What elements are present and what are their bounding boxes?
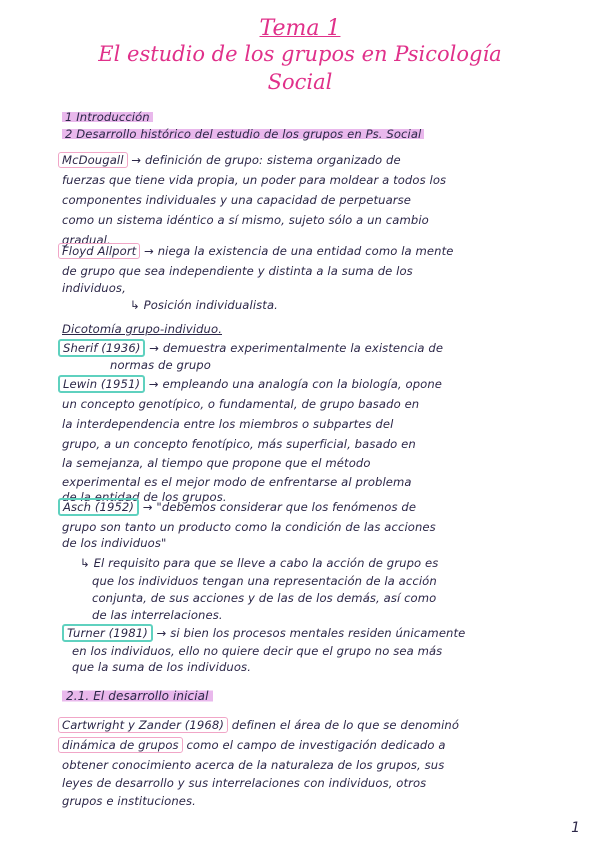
- asch-line-5: que los individuos tengan una representación de la acción: [92, 574, 437, 588]
- author-turner: Turner (1981): [62, 624, 153, 642]
- lewin-line-3: la interdependencia entre los miembros o subpartes del: [62, 417, 394, 431]
- section-desarrollo-label: 2.1. El desarrollo inicial: [62, 689, 213, 703]
- page-number: 1: [571, 820, 580, 836]
- asch-text-1: → "debemos considerar que los fenómenos de: [142, 500, 417, 514]
- cartwright-text-1: definen el área de lo que se denominó: [231, 718, 460, 732]
- cartwright-line-3: obtener conocimiento acerca de la naturaleza de los grupos, sus: [62, 758, 445, 772]
- section-intro-label: 1 Introducción: [62, 110, 153, 124]
- cartwright-line-1: [58, 718, 459, 732]
- author-lewin: Lewin (1951): [58, 375, 145, 393]
- section-historico-label: 2 Desarrollo histórico del estudio de los grupos en Ps. Social: [62, 127, 424, 141]
- asch-line-6: conjunta, de sus acciones y de las de los demás, así como: [92, 591, 437, 605]
- lewin-line-5: la semejanza, al tiempo que propone que el método: [62, 456, 371, 470]
- section-historico: [62, 127, 424, 141]
- turner-line-2: en los individuos, ello no quiere decir que el grupo no sea más: [72, 644, 443, 658]
- author-asch: Asch (1952): [58, 498, 139, 516]
- mcdougall-text-1: → definición de grupo: sistema organizado de: [131, 153, 401, 167]
- asch-line-3: de los individuos": [62, 536, 167, 550]
- allport-line-4: ↳ Posición individualista.: [130, 298, 278, 312]
- turner-line-1: [62, 626, 465, 640]
- mcdougall-line-5: gradual.: [62, 233, 111, 247]
- cartwright-text-2: como el campo de investigación dedicado a: [186, 738, 446, 752]
- lewin-line-1: [58, 377, 442, 391]
- allport-line-1: [58, 244, 453, 258]
- section-desarrollo: [62, 689, 213, 703]
- asch-line-4: ↳ El requisito para que se lleve a cabo la acción de grupo es: [80, 556, 439, 570]
- lewin-line-6: experimental es el mejor modo de enfrentarse al problema: [62, 475, 412, 489]
- allport-text-1: → niega la existencia de una entidad como la mente: [144, 244, 454, 258]
- term-dinamica-de-grupos: dinámica de grupos: [58, 737, 183, 753]
- cartwright-line-4: leyes de desarrollo y sus interrelaciones con individuos, otros: [62, 776, 427, 790]
- mcdougall-line-2: fuerzas que tiene vida propia, un poder para moldear a todos los: [62, 173, 447, 187]
- asch-line-1: [58, 500, 416, 514]
- topic-subtitle-line2: Social: [267, 70, 333, 94]
- sherif-line-1: [58, 341, 443, 355]
- topic-title: Tema 1: [259, 16, 341, 41]
- author-sherif: Sherif (1936): [58, 339, 145, 357]
- author-cartwright-zander: Cartwright y Zander (1968): [58, 717, 228, 733]
- lewin-line-4: grupo, a un concepto fenotípico, más superficial, basado en: [62, 437, 416, 451]
- asch-line-7: de las interrelaciones.: [92, 608, 223, 622]
- mcdougall-line-1: [58, 153, 401, 167]
- mcdougall-line-3: componentes individuales y una capacidad de perpetuarse: [62, 193, 412, 207]
- dicotomia-heading: Dicotomía grupo-individuo.: [62, 322, 222, 336]
- topic-subtitle-line1: El estudio de los grupos en Psicología: [98, 42, 502, 66]
- author-mcdougall: McDougall: [58, 152, 128, 168]
- author-allport: Floyd Allport: [58, 243, 140, 259]
- sherif-line-2: normas de grupo: [110, 358, 211, 372]
- section-intro: [62, 110, 153, 124]
- asch-line-2: grupo son tanto un producto como la condición de las acciones: [62, 520, 436, 534]
- cartwright-line-2: [58, 738, 446, 752]
- turner-line-3: que la suma de los individuos.: [72, 660, 251, 674]
- allport-line-2: de grupo que sea independiente y distinta a la suma de los: [62, 264, 413, 278]
- sherif-text-1: → demuestra experimentalmente la existencia de: [149, 341, 444, 355]
- lewin-text-1: → empleando una analogía con la biología, opone: [148, 377, 443, 391]
- mcdougall-line-4: como un sistema idéntico a sí mismo, sujeto sólo a un cambio: [62, 213, 429, 227]
- allport-line-3: individuos,: [62, 281, 126, 295]
- lewin-line-7: de la entidad de los grupos.: [62, 490, 227, 504]
- lewin-line-2: un concepto genotípico, o fundamental, de grupo basado en: [62, 397, 420, 411]
- turner-text-1: → si bien los procesos mentales residen únicamente: [156, 626, 466, 640]
- cartwright-line-5: grupos e instituciones.: [62, 794, 196, 808]
